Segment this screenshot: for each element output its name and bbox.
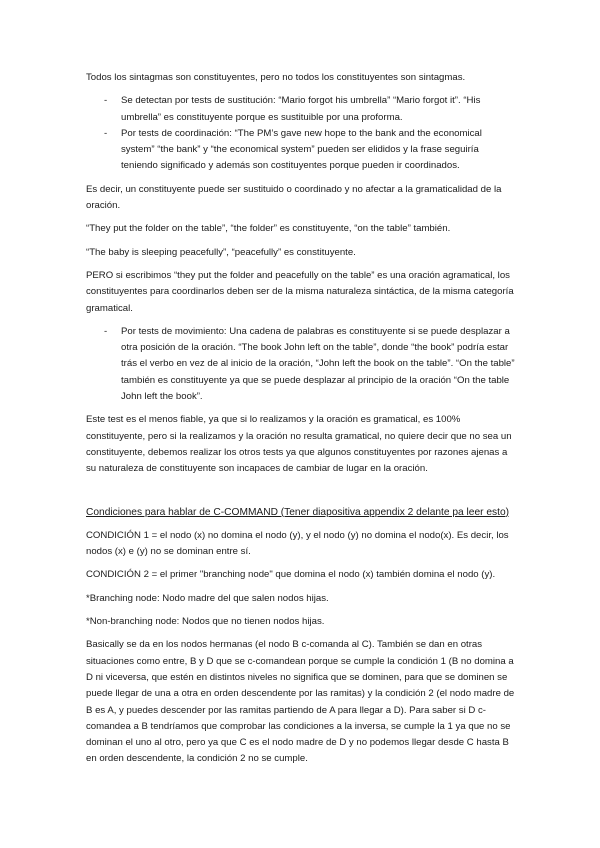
- document-body: [86, 70, 516, 775]
- paragraph-condition-2: CONDICIÓN 2 = el primer "branching node" que domina el nodo (x) también domina el nodo (y).: [86, 569, 496, 581]
- paragraph-explanation: Basically se da en los nodos hermanas (el nodo B c-comanda al C). También se dan en otras situaciones como entre, B y D que se c-comandean porque se cumple la condición 1 (B no domina a D ni viceversa, que estén en distintos niveles no significa que se dominen, para que se dominen se puede llegar de una a otra en orden descendente por las ramitas) y la condición 2 (el nodo madre de B es A, y puedes descender por las ramitas partiendo de A para llegar a D). Para saber si D c-comandea a B tendríamos que comprobar las condiciones a la inversa, se cumple la 1 ya que no se dominan el uno al otro, pero ya que C es el nodo madre de D y no podemos llegar desde C hasta B en orden descendente, la condición 2 no se cumple.: [86, 639, 515, 765]
- test-list-2: [86, 324, 516, 405]
- paragraph-example-baby: “The baby is sleeping peacefully”, “peacefully” es constituyente.: [86, 246, 356, 258]
- paragraph-pero: PERO si escribimos “they put the folder and peacefully on the table” es una oración agramatical, los constituyentes para coordinarlos deben ser de la misma naturaleza sintáctica, de la misma categoría gramatical.: [86, 269, 514, 314]
- paragraph-summary: Es decir, un constituyente puede ser sustituido o coordinado y no afectar a la gramaticalidad de la oración.: [86, 183, 502, 212]
- paragraph-intro: Todos los sintagmas son constituyentes, pero no todos los constituyentes son sintagmas.: [86, 72, 466, 83]
- test-list-1: [86, 93, 516, 174]
- note-non-branching-node: *Non-branching node: Nodos que no tienen nodos hijas.: [86, 616, 325, 628]
- paragraph-reliability: Este test es el menos fiable, ya que si lo realizamos y la oración es gramatical, es 100% constituyente, pero si la realizamos y la oración no resulta gramatical, no quiere decir que no sea un constituyente, debemos realizar los otros tests ya que algunos constituyentes por razones ajenas a su naturaleza de constituyente son incapaces de cambiar de lugar en la oración.: [86, 414, 512, 475]
- section-heading-c-command: Condiciones para hablar de C-COMMAND (Tener diapositiva appendix 2 delante pa leer esto): [86, 506, 510, 518]
- list-item-coordination: - Por tests de coordinación: “The PM’s gave new hope to the bank and the economical system” “the bank” y “the economical system” pueden ser elididos y la frase seguiría teniendo significado y además son costituyentes porque pueden ir coordinados.: [86, 126, 516, 175]
- paragraph-example-folder: “They put the folder on the table”, “the folder” es constituyente, “on the table” también.: [86, 223, 451, 235]
- list-item-substitution: - Se detectan por tests de sustitución: “Mario forgot his umbrella” “Mario forgot it”. “His umbrella” es constituyente porque es sustituible por una proforma.: [86, 93, 516, 126]
- list-item-movement: - Por tests de movimiento: Una cadena de palabras es constituyente si se puede desplazar a otra posición de la oración. “The book John left on the table”, donde “the book” podría estar trás el verbo en vez de al inicio de la oración, “John left the book on the table”. “On the table” también es constituyente ya que se puede desplazar al principio de la oración “On the table John left the book”.: [86, 324, 516, 405]
- note-branching-node: *Branching node: Nodo madre del que salen nodos hijas.: [86, 592, 329, 604]
- section-spacer: [86, 485, 516, 505]
- paragraph-condition-1: CONDICIÓN 1 = el nodo (x) no domina el nodo (y), y el nodo (y) no domina el nodo(x). Es decir, los nodos (x) e (y) no se dominan entre sí.: [86, 529, 509, 558]
